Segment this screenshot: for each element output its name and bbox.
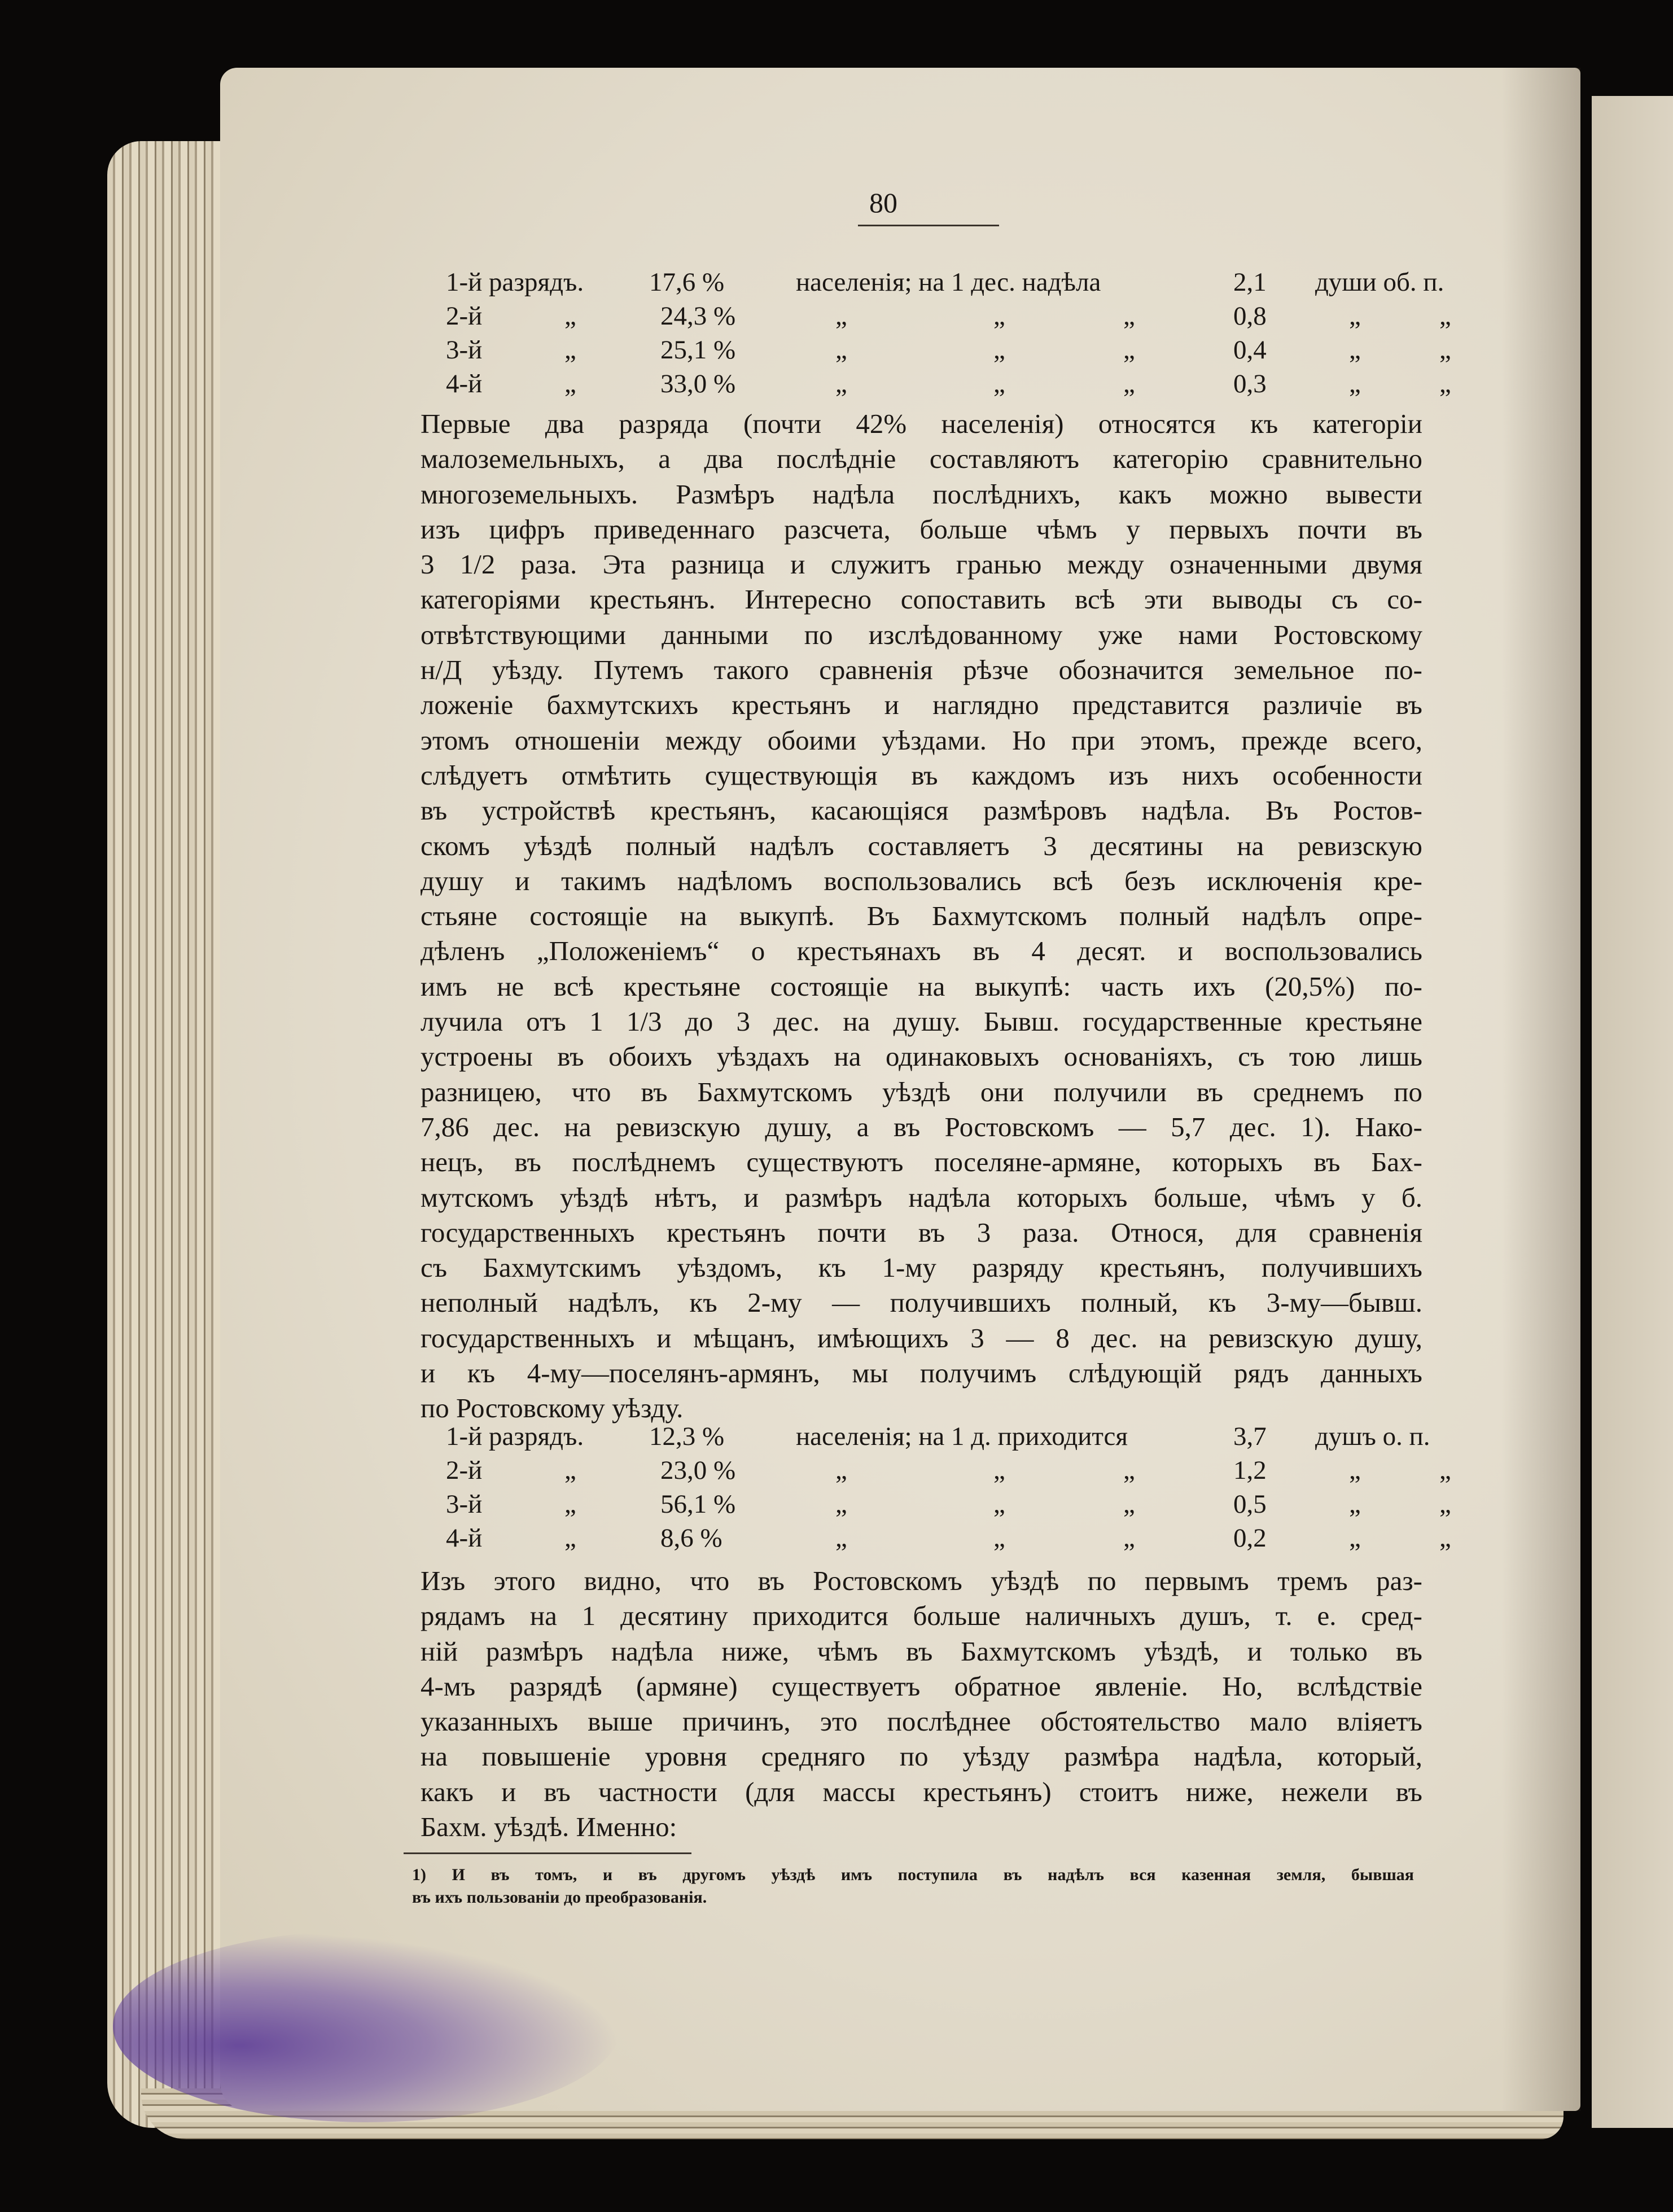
table-rostov [446, 1420, 1451, 1555]
table-row [446, 1453, 1451, 1487]
table-cell: „ [993, 335, 1005, 365]
table-cell: „ [564, 1490, 576, 1519]
text-line: по Ростовскому уѣзду. [421, 1392, 684, 1424]
text-line: многоземельныхъ. Размѣръ надѣла послѣднихъ, какъ можно вывести [421, 478, 1422, 510]
table-cell: „ [993, 1456, 1005, 1485]
table-cell: „ [564, 1523, 576, 1553]
table-cell: 0,2 [1233, 1523, 1267, 1553]
table-row [446, 367, 1451, 401]
table-cell: 56,1 % [660, 1490, 736, 1519]
table-cell: „ [1439, 1490, 1451, 1519]
table-cell: 4-й [446, 369, 483, 398]
table-cell: „ [1123, 1490, 1135, 1519]
table-cell: 2,1 [1233, 268, 1267, 297]
text-line: категоріями крестьянъ. Интересно сопоставить всѣ эти выводы съ со- [421, 584, 1422, 615]
text-line: Бахм. уѣздѣ. Именно: [421, 1811, 677, 1843]
table-cell: „ [1439, 335, 1451, 365]
table-row [446, 1420, 1430, 1453]
table-cell: „ [1349, 1456, 1361, 1485]
table-cell: 23,0 % [660, 1456, 736, 1485]
table-cell: „ [1123, 369, 1135, 398]
text-line: Изъ этого видно, что въ Ростовскомъ уѣздѣ по первымъ тремъ раз- [421, 1565, 1422, 1596]
text-line: мутскомъ уѣздѣ нѣтъ, и размѣръ надѣла которыхъ больше, чѣмъ у б. [421, 1181, 1422, 1213]
table-cell: „ [993, 301, 1005, 331]
table-cell: 25,1 % [660, 335, 736, 365]
ink-stain [113, 1930, 621, 2122]
table-cell: „ [564, 301, 576, 331]
table-cell: „ [1439, 1456, 1451, 1485]
text-line: слѣдуетъ отмѣтить существующія въ каждомъ изъ нихъ особенности [421, 759, 1422, 791]
table-cell: „ [1439, 301, 1451, 331]
table-cell: души об. п. [1315, 268, 1444, 297]
text-line: государственныхъ крестьянъ почти въ 3 раза. Относя, для сравненія [421, 1216, 1422, 1248]
table-cell: „ [1123, 335, 1135, 365]
table-cell: 0,3 [1233, 369, 1267, 398]
table-cell: „ [835, 301, 847, 331]
text-line: лучила отъ 1 1/3 до 3 дес. на душу. Бывш. государственные крестьяне [421, 1006, 1422, 1037]
table-cell: 33,0 % [660, 369, 736, 398]
footnote [412, 1864, 1414, 1909]
table-cell: „ [1123, 1456, 1135, 1485]
table-cell: 3-й [446, 335, 483, 365]
table-cell: душъ о. п. [1315, 1422, 1430, 1451]
text-line: Первые два разряда (почти 42% населенія) относятся къ категоріи [421, 408, 1422, 439]
text-line: малоземельныхъ, а два послѣдніе составляютъ категорію сравнительно [421, 443, 1422, 475]
text-line: устроены въ обоихъ уѣздахъ на одинаковыхъ основаніяхъ, съ тою лишь [421, 1041, 1422, 1072]
table-cell: 2-й [446, 301, 483, 331]
table-cell: „ [1349, 301, 1361, 331]
text-line: неполный надѣлъ, къ 2-му — получившихъ полный, къ 3-му—бывш. [421, 1287, 1422, 1319]
table-cell: населенія; на 1 д. приходится [796, 1422, 1128, 1451]
facing-page-edge [1592, 96, 1673, 2128]
table-cell: 0,5 [1233, 1490, 1267, 1519]
table-cell: „ [1349, 1523, 1361, 1553]
gutter-shadow [1501, 68, 1580, 2111]
text-line: 4-мъ разрядѣ (армяне) существуетъ обратное явленіе. Но, вслѣдствіе [421, 1670, 1422, 1702]
table-cell: 8,6 % [660, 1523, 722, 1553]
table-cell: 0,8 [1233, 301, 1267, 331]
table-cell: 3,7 [1233, 1422, 1267, 1451]
text-line: ложеніе бахмутскихъ крестьянъ и наглядно представится различіе въ [421, 689, 1422, 721]
table-cell: 24,3 % [660, 301, 736, 331]
text-line: и къ 4-му—поселянъ-армянъ, мы получимъ слѣдующій рядъ данныхъ [421, 1357, 1422, 1389]
paragraph-1 [421, 406, 1422, 1426]
text-line: въ ихъ пользованіи до преобразованія. [412, 1888, 707, 1907]
text-line: этомъ отношеніи между обоими уѣздами. Но при этомъ, прежде всего, [421, 724, 1422, 756]
text-line: ній размѣръ надѣла ниже, чѣмъ въ Бахмутскомъ уѣздѣ, и только въ [421, 1635, 1422, 1667]
table-cell: 1,2 [1233, 1456, 1267, 1485]
text-line: рядамъ на 1 десятину приходится больше наличныхъ душъ, т. е. сред- [421, 1600, 1422, 1632]
table-cell: 0,4 [1233, 335, 1267, 365]
text-line: съ Бахмутскимъ уѣздомъ, къ 1-му разряду крестьянъ, получившихъ [421, 1252, 1422, 1284]
table-cell: 2-й [446, 1456, 483, 1485]
table-row [446, 299, 1451, 333]
text-line: дѣленъ „Положеніемъ“ о крестьянахъ въ 4 десят. и воспользовались [421, 935, 1422, 967]
text-line: 3 1/2 раза. Эта разница и служитъ гранью между означенными двумя [421, 549, 1422, 580]
table-cell: 3-й [446, 1490, 483, 1519]
text-line: имъ не всѣ крестьяне состоящіе на выкупѣ: часть ихъ (20,5%) по- [421, 970, 1422, 1002]
table-cell: „ [1123, 1523, 1135, 1553]
text-line: государственныхъ и мѣщанъ, имѣющихъ 3 — 8 дес. на ревизскую душу, [421, 1322, 1422, 1354]
table-cell: „ [1439, 369, 1451, 398]
table-cell: „ [564, 335, 576, 365]
text-line: изъ цифръ приведеннаго разсчета, больше чѣмъ у первыхъ почти въ [421, 513, 1422, 545]
table-bakhmut [446, 265, 1451, 401]
table-cell: населенія; на 1 дес. надѣла [796, 268, 1101, 297]
table-cell: „ [835, 1490, 847, 1519]
text-line: н/Д уѣзду. Путемъ такого сравненія рѣзче обозначится земельное по- [421, 654, 1422, 686]
table-cell: 12,3 % [649, 1422, 725, 1451]
table-cell: „ [993, 369, 1005, 398]
table-cell: „ [1439, 1523, 1451, 1553]
paragraph-2 [421, 1563, 1422, 1845]
table-cell: „ [564, 1456, 576, 1485]
table-cell: „ [835, 1456, 847, 1485]
text-line: 1) И въ томъ, и въ другомъ уѣздѣ имъ поступила въ надѣлъ вся казенная земля, бывшая [412, 1865, 1414, 1884]
text-line: отвѣтствующими данными по изслѣдованному уже нами Ростовскому [421, 619, 1422, 650]
table-row [446, 1521, 1451, 1555]
table-cell: „ [1349, 1490, 1361, 1519]
table-cell: „ [835, 369, 847, 398]
page-number-rule [858, 225, 999, 226]
table-cell: „ [564, 369, 576, 398]
text-line: разницею, что въ Бахмутскомъ уѣздѣ они получили въ среднемъ по [421, 1076, 1422, 1107]
table-cell: „ [1349, 335, 1361, 365]
table-cell: 1-й разрядъ. [446, 1422, 584, 1451]
table-cell: „ [993, 1490, 1005, 1519]
table-row [446, 333, 1451, 367]
text-line: стьяне состоящіе на выкупѣ. Въ Бахмутскомъ полный надѣлъ опре- [421, 900, 1422, 932]
table-cell: „ [993, 1523, 1005, 1553]
text-line: какъ и въ частности (для массы крестьянъ) стоитъ ниже, нежели въ [421, 1776, 1422, 1807]
table-cell: „ [835, 1523, 847, 1553]
text-line: скомъ уѣздѣ полный надѣлъ составляетъ 3 десятины на ревизскую [421, 830, 1422, 861]
text-line: указанныхъ выше причинъ, это послѣднее обстоятельство мало вліяетъ [421, 1706, 1422, 1737]
table-row [446, 1487, 1451, 1521]
table-cell: 17,6 % [649, 268, 725, 297]
table-cell: „ [1123, 301, 1135, 331]
text-line: 7,86 дес. на ревизскую душу, а въ Ростовскомъ — 5,7 дес. 1). Нако- [421, 1111, 1422, 1142]
text-line: въ устройствѣ крестьянъ, касающіяся размѣровъ надѣла. Въ Ростов- [421, 795, 1422, 826]
text-line: душу и такимъ надѣломъ воспользовались всѣ безъ исключенія кре- [421, 865, 1422, 896]
table-cell: 1-й разрядъ. [446, 268, 584, 297]
page-number: 80 [869, 187, 897, 218]
text-line: на повышеніе уровня средняго по уѣзду размѣра надѣла, который, [421, 1741, 1422, 1772]
table-cell: „ [1349, 369, 1361, 398]
table-cell: 4-й [446, 1523, 483, 1553]
footnote-rule [404, 1852, 691, 1854]
table-row [446, 265, 1444, 299]
text-line: нецъ, въ послѣднемъ существуютъ поселяне-армяне, которыхъ въ Бах- [421, 1146, 1422, 1178]
table-cell: „ [835, 335, 847, 365]
